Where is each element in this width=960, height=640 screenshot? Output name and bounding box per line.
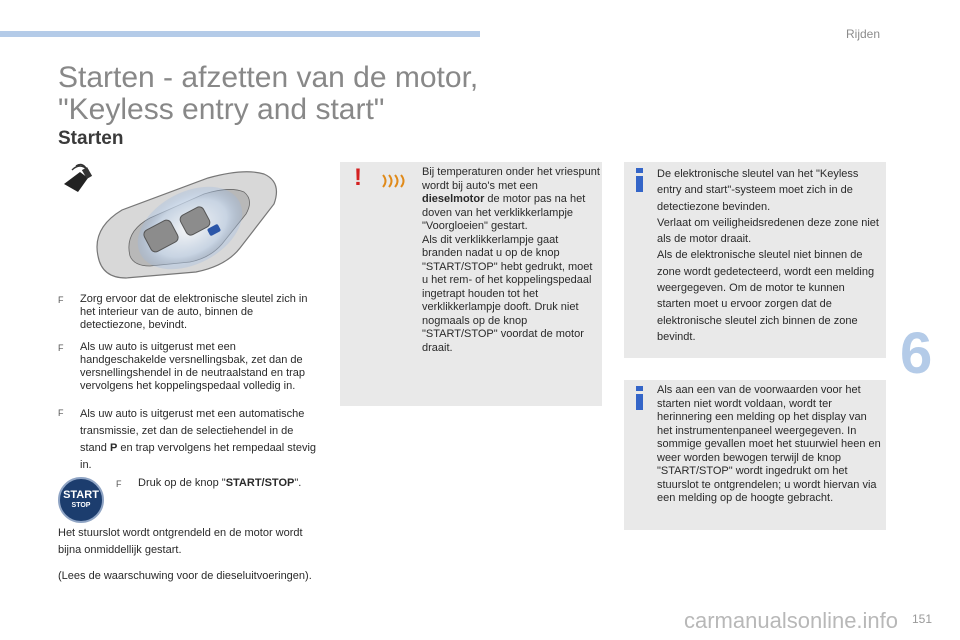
hand-key-icon [64,164,92,192]
gear-p-label: P [109,442,118,454]
bullet-key-inside [58,293,320,332]
info-icon [635,386,644,410]
watermark: carmanualsonline.info [684,608,899,633]
bullet-text: Zorg ervoor dat de elektronische sleutel zich in het interieur van de auto, binnen de detectiezone, bevindt. [80,293,308,331]
bullet-manual-gearbox [58,341,320,393]
info-text: De elektronische sleutel van het "Keyless entry and start"-systeem moet zich in de detectiezone bevinden. Verlaat om veiligheidsredenen deze zone niet als de motor draait. Als de elektronische sleutel niet binnen de zone wordt gedetecteerd, wordt een melding weergegeven. Om de motor te kunnen starten moet u ervoor zorgen dat de elektronische sleutel zich binnen de zone bevindt. [657,168,879,343]
steering-unlock-text: Het stuurslot wordt ontgrendeld en de motor wordt bijna onmiddellijk gestart. [58,527,303,556]
info-text: Als aan een van de voorwaarden voor het starten niet wordt voldaan, wordt ter herinnering een melding op het display van het instrumentenpaneel weergegeven. In sommige gevallen moet het stuurwiel heen en weer worden bewogen terwijl de knop "START/STOP" wordt ingedrukt om het stuurslot te ontgrendelen; u wordt hiervan via een melding op de hoogte gebracht. [657,384,881,504]
page-title [58,62,478,126]
bullet-marker: F [58,343,64,353]
start-conditions-info-box [624,380,886,530]
diesel-warning-box [340,162,602,406]
section-subtitle: Starten [58,128,124,149]
info-icon [635,168,644,192]
start-stop-label: START/STOP [225,477,295,489]
bullet-automatic-transmission [58,406,320,474]
start-label: START [63,489,99,501]
bullet-marker: F [58,295,64,305]
stop-label: STOP [71,502,91,509]
bullet-marker: F [58,408,64,418]
car-key-detection-illustration [58,162,318,282]
bullet-text: Druk op de knop "START/STOP". [138,477,302,489]
bullet-text: Als uw auto is uitgerust met een handgeschakelde versnellingsbak, zet dan de versnellingshendel in de neutraalstand en trap vervolgens het koppelingspedaal volledig in. [80,341,306,392]
page-number: 151 [912,612,933,626]
section-label: Rijden [846,27,881,41]
read-warning-note: (Lees de waarschuwing voor de dieseluitvoeringen). [58,570,312,582]
bullet-marker: F [116,479,122,489]
page-title-line1: Starten - afzetten van de motor, [58,61,479,94]
warning-icon: ! [354,164,362,191]
chapter-number: 6 [900,321,933,386]
start-stop-button-icon [58,477,104,523]
warning-text: Bij temperaturen onder het vriespunt wordt bij auto's met een dieselmotor de motor pas na het doven van het verklikkerlampje "Voorgloeien" gestart. Als dit verklikkerlampje gaat branden nadat u op de knop "START/STOP" hebt gedrukt, moet u het rem- of het koppelingspedaal ingetrapt houden tot het verklikkerlampje dooft. Druk niet nogmaals op de knop "START/STOP" voordat de motor draait. [422,166,600,354]
bullet-text: Als uw auto is uitgerust met een automatische transmissie, zet dan de selectiehendel in de stand P en trap vervolgens het rempedaal stevig in. [80,408,317,471]
key-detection-info-box [624,162,886,358]
bullet-press-start-stop [116,477,326,490]
diesel-engine-label: dieselmotor [422,193,485,205]
page-title-line2: "Keyless entry and start" [58,93,385,126]
car-top-view-icon [97,170,276,282]
header-accent-bar [0,31,480,37]
preheating-coil-icon [380,172,414,192]
